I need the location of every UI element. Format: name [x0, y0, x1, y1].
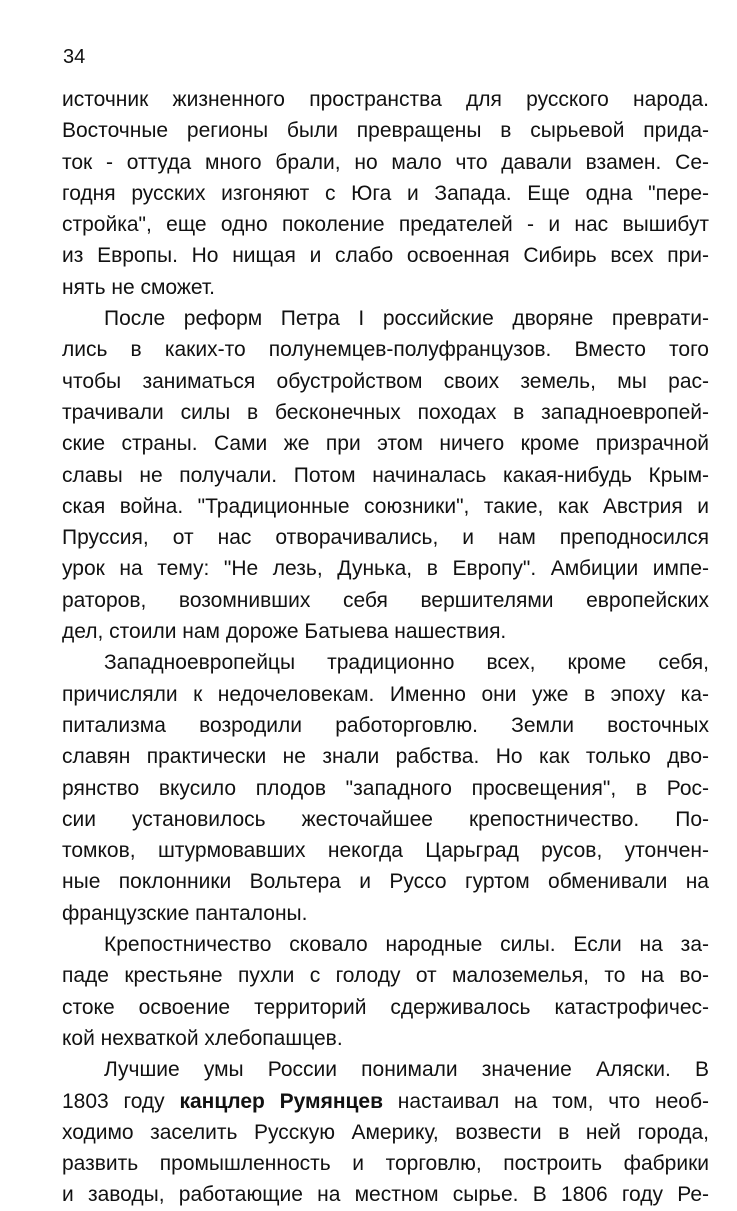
text-line: томков, штурмовавших некогда Царьград русов, утончен- — [62, 839, 709, 863]
text-line: урок на тему: "Не лезь, Дунька, в Европу". Амбиции импе- — [62, 557, 709, 581]
text-line: ные поклонники Вольтера и Руссо гуртом обменивали на — [62, 870, 709, 894]
text-line: паде крестьяне пухли с голоду от малоземелья, то на во- — [62, 964, 709, 988]
text-line: французские панталоны. — [62, 901, 308, 925]
text-line-with-emphasis — [62, 1086, 709, 1117]
text-line: источник жизненного пространства для русского народа. — [62, 88, 709, 111]
chancellor-name: канцлер Румянцев — [179, 1089, 384, 1113]
text-line: развить промышленность и торговлю, построить фабрики — [62, 1152, 709, 1176]
body-text — [62, 84, 709, 1211]
text-line: славы не получали. Потом начиналась какая-нибудь Крым- — [62, 463, 709, 487]
text-line: славян практически не знали рабства. Но как только дво- — [62, 745, 709, 769]
text-line: Крепостничество сковало народные силы. Если на за- — [104, 933, 709, 957]
text-line: рянство вкусило плодов "западного просвещения", в Рос- — [62, 776, 709, 800]
text-line: Западноевропейцы традиционно всех, кроме себя, — [104, 651, 709, 675]
text-line: дел, стоили нам дороже Батыева нашествия. — [62, 620, 507, 644]
text-line: ские страны. Сами же при этом ничего кроме призрачной — [62, 432, 709, 456]
text-line: питализма возродили работорговлю. Земли восточных — [62, 713, 709, 737]
text-line: ходимо заселить Русскую Америку, возвести в ней города, — [62, 1120, 709, 1144]
text-line: годня русских изгоняют с Юга и Запада. Еще одна "пере- — [62, 181, 709, 205]
text-line: из Европы. Но нищая и слабо освоенная Сибирь всех при- — [62, 244, 709, 268]
line-start: 1803 году — [62, 1089, 180, 1113]
page-number: 34 — [63, 46, 86, 68]
text-line: стройка", еще одно поколение предателей - и нас вышибут — [62, 213, 709, 237]
text-line: и заводы, работающие на местном сырье. В 1806 году Ре- — [62, 1183, 709, 1207]
text-line: раторов, возомнивших себя вершителями европейских — [62, 588, 709, 612]
text-line: лись в каких-то полунемцев-полуфранцузов. Вместо того — [62, 338, 709, 362]
text-line: Восточные регионы были превращены в сырьевой прида- — [62, 119, 709, 143]
text-line: нять не сможет. — [62, 275, 216, 299]
text-line: причисляли к недочеловекам. Именно они уже в эпоху ка- — [62, 682, 709, 706]
text-line: После реформ Петра I российские дворяне преврати- — [104, 307, 709, 331]
text-line: ток - оттуда много брали, но мало что давали взамен. Се- — [62, 150, 709, 174]
text-line: стоке освоение территорий сдерживалось катастрофичес- — [62, 995, 709, 1019]
text-line: чтобы заниматься обустройством своих земель, мы рас- — [62, 369, 709, 393]
text-line: сии установилось жесточайшее крепостничество. По- — [62, 807, 709, 831]
text-line: ская война. "Традиционные союзники", такие, как Австрия и — [62, 494, 709, 518]
text-line: трачивали силы в бесконечных походах в западноевропей- — [62, 400, 709, 424]
text-line: Лучшие умы России понимали значение Аляски. В — [104, 1058, 709, 1082]
text-line: кой нехваткой хлебопашцев. — [62, 1026, 343, 1050]
text-line: Пруссия, от нас отворачивались, и нам преподносился — [62, 526, 709, 550]
line-end: настаивал на том, что необ- — [383, 1089, 709, 1113]
